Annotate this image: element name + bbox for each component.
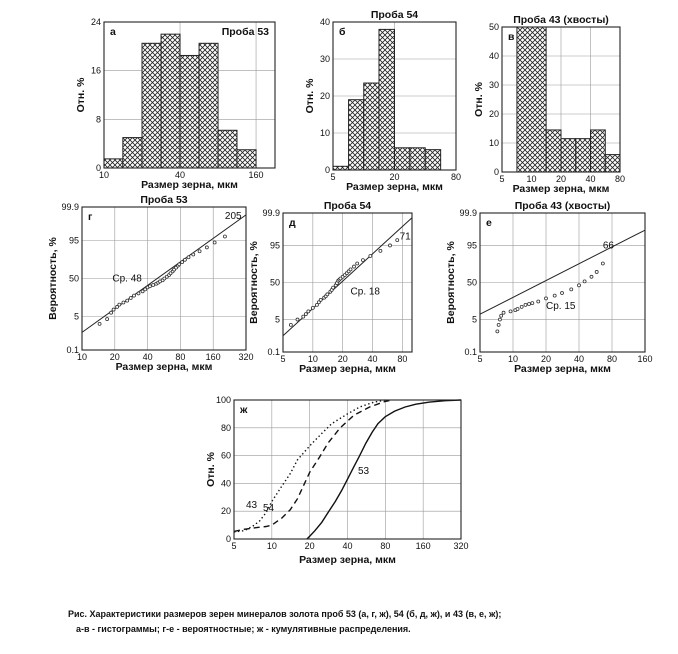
- y-tick-label: 95: [68, 235, 79, 246]
- data-point-8: [319, 298, 322, 301]
- caption-line-1: Рис. Характеристики размеров зерен минералов золота проб 53 (а, г, ж), 54 (б, д, ж), и 43 (в, е, ж);: [68, 609, 502, 619]
- data-point-0: [496, 330, 499, 333]
- data-point-2: [110, 311, 113, 314]
- chart-title: Проба 43 (хвосты): [513, 14, 609, 26]
- y-axis-label: Вероятность, %: [445, 241, 457, 324]
- y-tick-label: 20: [488, 109, 499, 119]
- x-axis-label: Размер зерна, мкм: [512, 183, 610, 195]
- chart-c: [473, 14, 625, 195]
- x-tick-label: 40: [175, 170, 186, 180]
- data-point-13: [545, 297, 548, 300]
- bar-5: [199, 43, 218, 168]
- data-point-24: [349, 268, 352, 271]
- x-tick-label: 80: [175, 352, 186, 362]
- y-tick-label: 10: [488, 138, 499, 148]
- annotation-0: Ср. 18: [350, 286, 381, 298]
- bar-5: [605, 155, 620, 172]
- data-point-32: [192, 253, 195, 256]
- data-point-29: [379, 249, 382, 252]
- x-tick-label: 5: [330, 172, 336, 182]
- bar-0: [104, 159, 123, 168]
- data-point-28: [369, 255, 372, 258]
- y-tick-label: 0.1: [464, 347, 477, 357]
- x-tick-label: 40: [342, 541, 353, 551]
- bar-4: [180, 55, 199, 168]
- x-tick-label: 5: [499, 174, 505, 184]
- y-tick-label: 99.9: [459, 208, 477, 218]
- y-tick-label: 0: [493, 167, 499, 177]
- panel-letter: ж: [240, 404, 248, 416]
- y-axis-label: Вероятность, %: [47, 237, 59, 320]
- y-tick-label: 50: [466, 277, 477, 288]
- bar-3: [379, 29, 395, 170]
- x-tick-label: 20: [555, 174, 567, 184]
- x-tick-label: 160: [205, 352, 221, 362]
- y-axis-label: Отн. %: [205, 452, 217, 487]
- data-point-7: [126, 299, 129, 302]
- y-axis-label: Отн. %: [304, 78, 316, 114]
- panel-letter: е: [486, 217, 492, 229]
- y-tick-label: 99.9: [262, 208, 280, 218]
- panel-letter: б: [339, 26, 346, 38]
- data-point-26: [356, 262, 359, 265]
- data-point-36: [223, 235, 226, 238]
- data-point-15: [561, 292, 564, 295]
- data-point-3: [112, 308, 115, 311]
- x-tick-label: 10: [98, 170, 110, 180]
- y-tick-label: 8: [95, 114, 101, 125]
- y-axis-label: Отн. %: [473, 82, 485, 117]
- y-tick-label: 30: [319, 54, 330, 64]
- data-point-0: [289, 323, 292, 326]
- bar-6: [218, 130, 237, 168]
- x-tick-label: 10: [526, 174, 537, 184]
- data-point-12: [537, 300, 540, 303]
- data-point-5: [118, 303, 121, 306]
- y-tick-label: 0.1: [267, 347, 280, 357]
- y-tick-label: 5: [73, 311, 79, 322]
- series-label-54: 54: [263, 503, 275, 514]
- y-tick-label: 5: [471, 314, 477, 325]
- y-tick-label: 0: [324, 165, 330, 175]
- x-tick-label: 20: [337, 354, 348, 364]
- x-tick-label: 320: [453, 541, 469, 551]
- data-point-9: [524, 303, 527, 306]
- data-point-6: [122, 301, 125, 304]
- fit-line: [82, 215, 246, 332]
- x-tick-label: 20: [304, 541, 315, 551]
- x-axis-label: Размер зерна, мкм: [141, 179, 238, 191]
- data-point-17: [578, 284, 581, 287]
- panel-letter: а: [110, 26, 116, 38]
- data-point-1: [106, 318, 109, 321]
- y-tick-label: 30: [488, 80, 499, 90]
- chart-title: Проба 53: [140, 194, 188, 206]
- data-point-4: [502, 311, 505, 314]
- y-tick-label: 60: [220, 450, 231, 461]
- caption-line-2: а-в - гистограммы; г-е - вероятностные; ж - кумулятивные распределения.: [76, 624, 411, 634]
- data-point-8: [129, 297, 132, 300]
- data-point-7: [516, 307, 519, 310]
- annotation-0: Ср. 48: [112, 273, 142, 285]
- x-tick-label: 80: [450, 172, 462, 182]
- x-tick-label: 40: [367, 354, 378, 364]
- data-point-5: [509, 310, 512, 313]
- annotation-1: 66: [602, 240, 614, 252]
- data-point-5: [311, 306, 314, 309]
- x-tick-label: 5: [280, 354, 286, 364]
- x-tick-label: 160: [248, 170, 264, 180]
- bar-4: [591, 130, 606, 172]
- data-point-3: [500, 314, 503, 317]
- data-point-33: [198, 250, 201, 253]
- data-point-34: [205, 246, 208, 249]
- y-axis-label: Отн. %: [75, 77, 87, 113]
- data-point-9: [132, 294, 135, 297]
- bar-0: [333, 166, 349, 170]
- chart-a: [75, 17, 275, 191]
- y-tick-label: 16: [90, 65, 101, 76]
- bar-1: [546, 130, 561, 172]
- data-point-8: [520, 305, 523, 308]
- bar-7: [237, 150, 256, 168]
- x-tick-label: 5: [231, 541, 237, 551]
- y-tick-label: 0: [95, 163, 101, 173]
- series-line-53: [307, 400, 461, 539]
- chart-title: Проба 53: [221, 26, 269, 38]
- y-tick-label: 40: [220, 478, 231, 489]
- y-axis-label: Вероятность, %: [248, 241, 260, 324]
- y-tick-label: 50: [488, 22, 499, 32]
- bar-5: [410, 148, 425, 170]
- panel-letter: г: [88, 211, 93, 223]
- chart-b: [304, 9, 461, 193]
- y-tick-label: 20: [220, 506, 231, 517]
- data-point-11: [531, 302, 534, 305]
- data-point-30: [389, 244, 392, 247]
- data-point-14: [148, 285, 151, 288]
- data-point-14: [553, 294, 556, 297]
- chart-e: [248, 200, 412, 375]
- bar-3: [576, 139, 591, 172]
- x-tick-label: 80: [614, 174, 626, 184]
- chart-d: [47, 194, 254, 373]
- chart-title: Проба 54: [323, 200, 372, 212]
- x-tick-label: 20: [389, 172, 400, 182]
- bar-1: [349, 100, 364, 170]
- x-tick-label: 10: [507, 354, 519, 364]
- x-tick-label: 320: [238, 352, 254, 362]
- x-tick-label: 40: [573, 354, 585, 364]
- data-point-11: [326, 293, 329, 296]
- data-point-31: [187, 256, 190, 259]
- y-tick-label: 50: [269, 277, 280, 288]
- data-point-27: [361, 259, 364, 262]
- y-tick-label: 40: [319, 17, 330, 27]
- data-point-20: [595, 270, 598, 273]
- bar-6: [425, 150, 440, 170]
- x-tick-label: 10: [76, 352, 88, 362]
- x-tick-label: 80: [606, 354, 618, 364]
- data-point-1: [296, 318, 299, 321]
- panel-letter: в: [508, 31, 515, 43]
- data-point-25: [352, 265, 355, 268]
- x-tick-label: 40: [585, 174, 596, 184]
- y-tick-label: 10: [319, 128, 330, 138]
- bar-4: [395, 148, 410, 170]
- y-tick-label: 40: [488, 51, 499, 61]
- bar-2: [364, 83, 379, 170]
- y-tick-label: 80: [220, 422, 231, 433]
- data-point-3: [304, 313, 307, 316]
- series-label-53: 53: [358, 466, 370, 477]
- x-axis-label: Размер зерна, мкм: [346, 181, 443, 193]
- data-point-10: [528, 303, 531, 306]
- x-tick-label: 40: [142, 352, 153, 362]
- annotation-1: 71: [399, 231, 411, 243]
- y-tick-label: 0.1: [66, 345, 79, 355]
- x-tick-label: 80: [380, 541, 391, 551]
- data-point-18: [583, 280, 586, 283]
- data-point-4: [307, 310, 310, 313]
- x-axis-label: Размер зерна, мкм: [514, 363, 611, 375]
- data-point-16: [570, 288, 573, 291]
- data-point-2: [498, 318, 501, 321]
- data-point-29: [181, 261, 184, 264]
- x-axis-label: Размер зерна, мкм: [299, 554, 396, 566]
- data-point-2: [302, 315, 305, 318]
- bar-3: [161, 34, 180, 168]
- y-tick-label: 95: [466, 240, 477, 251]
- data-point-10: [137, 292, 140, 295]
- x-tick-label: 160: [637, 354, 653, 364]
- x-tick-label: 80: [397, 354, 408, 364]
- y-tick-label: 20: [319, 91, 330, 101]
- data-point-19: [590, 275, 593, 278]
- y-tick-label: 99.9: [61, 202, 79, 212]
- series-label-43: 43: [246, 500, 258, 511]
- x-tick-label: 10: [307, 354, 318, 364]
- bar-0: [517, 27, 546, 172]
- annotation-0: Ср. 15: [546, 300, 576, 312]
- y-tick-label: 24: [90, 17, 101, 27]
- bar-2: [561, 139, 576, 172]
- x-axis-label: Размер зерна, мкм: [115, 361, 213, 373]
- chart-title: Проба 43 (хвосты): [514, 200, 611, 212]
- y-tick-label: 50: [68, 273, 79, 284]
- data-point-14: [332, 286, 335, 289]
- x-tick-label: 10: [266, 541, 277, 551]
- annotation-1: 205: [224, 210, 242, 222]
- chart-title: Проба 54: [370, 9, 419, 21]
- charts-layer: [47, 9, 653, 566]
- y-tick-label: 100: [215, 395, 231, 405]
- x-axis-label: Размер зерна, мкм: [299, 363, 396, 375]
- data-point-0: [98, 322, 101, 325]
- data-point-30: [183, 258, 186, 261]
- bar-1: [123, 138, 142, 168]
- x-tick-label: 20: [540, 354, 552, 364]
- data-point-21: [601, 262, 604, 265]
- chart-g: [205, 395, 469, 566]
- y-tick-label: 0: [225, 534, 231, 544]
- data-point-1: [497, 323, 500, 326]
- x-tick-label: 160: [415, 541, 431, 551]
- data-point-35: [213, 241, 216, 244]
- panel-letter: д: [289, 217, 296, 229]
- data-point-28: [178, 263, 181, 266]
- x-tick-label: 5: [477, 354, 483, 364]
- data-point-15: [152, 283, 155, 286]
- bar-2: [142, 43, 161, 168]
- chart-f: [445, 200, 653, 375]
- y-tick-label: 5: [274, 314, 280, 325]
- x-tick-label: 20: [109, 352, 120, 362]
- y-tick-label: 95: [269, 240, 280, 251]
- figure-caption: [68, 609, 501, 634]
- data-point-31: [396, 239, 399, 242]
